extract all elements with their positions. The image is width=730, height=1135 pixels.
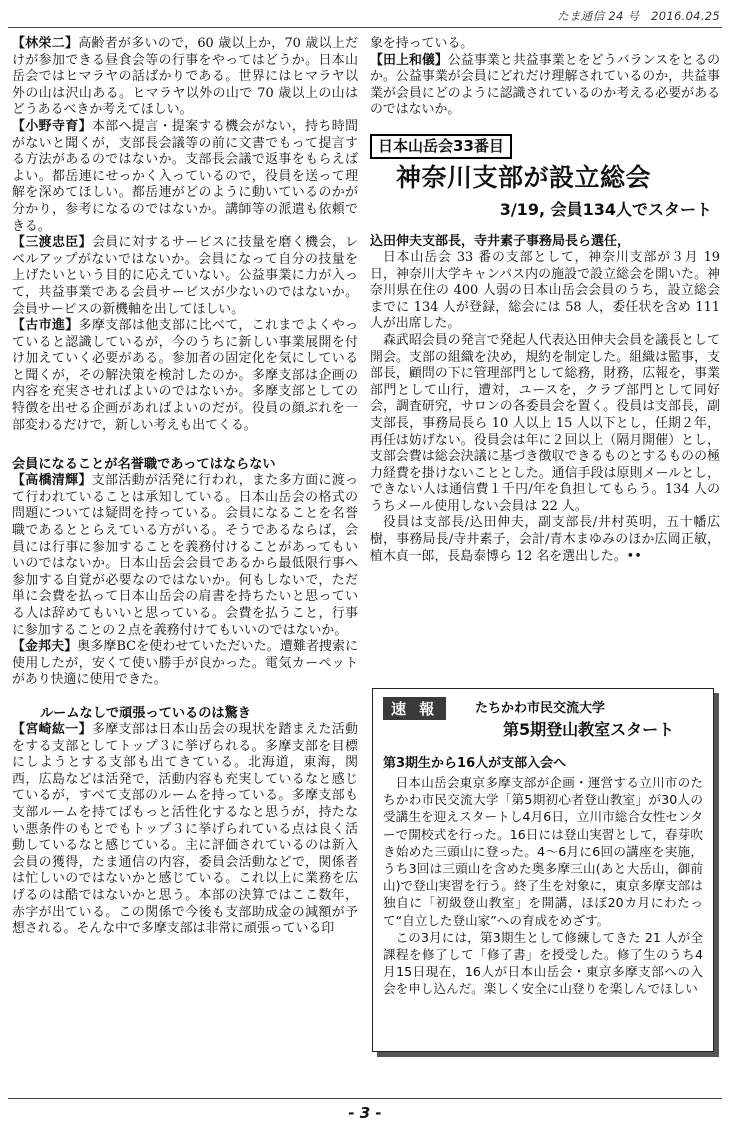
header-rule bbox=[8, 27, 722, 28]
speaker-name: 【高橋清輝】 bbox=[12, 473, 92, 489]
speaker-name: 【田上和儀】 bbox=[370, 52, 448, 68]
article-lead: 込田伸夫支部長，寺井素子事務局長ら選任， bbox=[370, 233, 631, 249]
speaker-name: 【三渡忠臣】 bbox=[12, 235, 92, 251]
article-paragraph: 役員は支部長/込田伸夫，副支部長/井村英明，五十幡広樹，事務局長/寺井素子，会計/青木まゆみのほか広岡正敏，植木貞一郎，長島泰博ら 12 名を選出した。•• bbox=[370, 515, 720, 564]
speaker-name: 【宮崎紘一】 bbox=[12, 721, 92, 737]
section-heading: 会員になることが名誉職であってはならない bbox=[12, 457, 276, 473]
header-issue-date: たま通信 24 号 2016.04.25 bbox=[557, 9, 720, 23]
footer-rule bbox=[8, 1098, 722, 1099]
article-paragraph: 日本山岳会 33 番の支部として，神奈川支部が３月 19 日，神奈川大学キャンパス内の施設で設立総会を開いた。神奈川県在住の 400 人弱の日本山岳会会員のうち，設立総会までに 134 人が登録，総会には 58 人，委任状を含め 111 人が出席した。 bbox=[370, 249, 720, 332]
comment-paragraph: 【金邦夫】奥多摩BCを使わせていただいた。遭難者捜索に使用したが，安くて使い勝手が良かった。電気カーペットがあり快適に使用できた。 bbox=[12, 639, 359, 688]
flash-paragraph: 日本山岳会東京多摩支部が企画・運営する立川市のたちかわ市民交流大学「第5期初心者登山教室」が30人の受講生を迎えスタートし4月6日，立川市総合女性センターで開校式を行った。16日には登山実習として，春芽吹き始めた三頭山に登った。4〜6月に6回の講座を実施，うち3回は三頭山を含めた奥多摩三山(あと大岳山，御前山)で登山実習を行う。終了生を対象に，東京多摩支部は独自に「初級登山教室」を開講，ほぼ20カ月にわたって“自立した登山家”への育成をめざす。 bbox=[383, 775, 703, 928]
page-header bbox=[0, 0, 730, 30]
continued-text: 象を持っている。 bbox=[370, 36, 474, 51]
right-column bbox=[370, 36, 720, 565]
flash-organization: たちかわ市民交流大学 bbox=[475, 701, 606, 716]
speaker-name: 【古市進】 bbox=[12, 318, 79, 334]
article-subheadline: 3/19, 会員134人でスタート bbox=[499, 199, 712, 219]
comment-paragraph: 【田上和儀】公益事業と共益事業とをどうバランスをとるのか。公益事業が会員にどれだけ理解されているのか，共益事業が会員にどのように認識されているのか考える必要があるのではないか。 bbox=[370, 52, 720, 118]
flash-title: 第5期登山教室スタート bbox=[503, 720, 675, 739]
article-headline: 神奈川支部が設立総会 bbox=[396, 162, 652, 192]
flash-paragraph: この3月には，第3期生として修練してきた 21 人が全課程を修了して「修了書」を授受した。修了生のうち4月15日現在，16人が日本山岳会・東京多摩支部への入会を申し込んだ。楽しく安全に山登りを楽しんでほしい bbox=[383, 929, 703, 997]
flash-header bbox=[383, 695, 703, 743]
speaker-name: 【林栄二】 bbox=[12, 36, 79, 51]
comment-paragraph: 【林栄二】高齢者が多いので，60 歳以上か，70 歳以上だけが参加できる昼食会等の行事をやってはどうか。日本山岳会ではヒマラヤの話ばかりである。世界にはヒマラヤ以外の山は沢山ある。ヒマラヤ以外の山で 70 歳以上の山はどうあるべきか考えてほしい。 bbox=[12, 36, 358, 118]
section-heading: ルームなしで頑張っているのは驚き bbox=[40, 705, 251, 721]
page-number: - 3 - bbox=[348, 1104, 382, 1122]
flash-lead: 第3期生から16人が支部入会へ bbox=[383, 756, 567, 771]
comment-paragraph: 【宮崎紘一】多摩支部は日本山岳会の現状を踏まえた活動をする支部としてトップ３に挙げられる。多摩支部を目標にしようとする支部も出てきている。北海道，東海，関西，広島などは活発で，活動内容も充実しているなと感じているが，すべて支部のルームを持っている。多摩支部も支部ルームを持てばもっと活性化するなと思うが，持たない悪条件のもとでもトップ３に挙げられている点は良く活動しているなと感じている。主に評価されているのは新入会員の獲得，たま通信の内容，委員会活動などで，関係者は忙しいのではないかと感じている。これ以上に業務を広げるのは酷ではないかと思う。本部の決算ではここ数年，赤字が出ている。この関係で今後も支部助成金の減額が予想される。そんな中で多摩支部は非常に頑張っている印 bbox=[12, 721, 359, 937]
comment-paragraph: 【高橋清輝】支部活動が活発に行われ，また多方面に渡って行われていることは承知している。日本山岳会の格式の問題については疑問を持っている。会員になることを名誉職であるととらえている方がいる。そうであるならば，会員には行事に参加することを義務付けることがあってもいいのではないか。日本山岳会会員であるから最低限行事へ参加する自覚が必要なのではないか。何もしないで，ただ単に会費を払って日本山岳会の肩書を持ちたいと思っている人は辞めてもいいと思っている。会費を払うこと，行事に参加することの２点を義務付けてもいいのではないか。 bbox=[12, 473, 358, 638]
article-kicker-box: 日本山岳会33番目 bbox=[370, 134, 512, 159]
speaker-name: 【小野寺育】 bbox=[12, 118, 92, 134]
speaker-name: 【金邦夫】 bbox=[12, 639, 78, 655]
flash-label: 速 報 bbox=[383, 697, 446, 720]
comment-paragraph: 【小野寺育】本部へ提言・提案する機会がない，持ち時間がないと聞くが，支部長会議等の前に文書でもって提言する方法があるのではないか。支部長会議で返事をもらえばよい。都岳連にせっかく入っているので，役員を送って理解を深めてほしい。都岳連がどのように動いているのかが分かり，参考になるのではないか。講師等の派遣も依頼できる。 bbox=[12, 118, 359, 234]
comment-paragraph: 【古市進】多摩支部は他支部に比べて，これまでよくやっていると認識しているが，今のうちに新しい事業展開を付け加えていく必要がある。参加者の固定化を気にしていると聞くが，その解決策を検討したのか。多摩支部は企画の内容を充実させればよいのではないか。多摩支部としての特徴を出せる企画があればよいのだが。役員の顔ぶれを一部変わるだけで，新しい考えも出てくる。 bbox=[12, 318, 358, 433]
comment-paragraph: 【三渡忠臣】会員に対するサービスに技量を磨く機会，レベルアップがないではないか。会員になって自分の技量を上げたいという目的に応えていない。公益事業に力が入って，共益事業である会員サービスが少ないのではないか。会員サービスの新機軸を出してほしい。 bbox=[12, 235, 359, 317]
left-column bbox=[12, 36, 358, 938]
flash-news-box bbox=[372, 688, 714, 1052]
article-paragraph: 森武昭会員の発言で発起人代表込田伸夫会員を議長として開会。支部の組織を決め，規約を制定した。組織は監事，支部長，顧問の下に管理部門として総務，財務，広報を，事業部門として山行，遭対，ユースを，クラブ部門として同好会，調査研究，サロンの各委員会を置く。役員は支部長，副支部長，事務局長ら 10 人以上 15 人以下とし，任期２年，再任は妨げない。役員会は年に２回以上（隔月開催）とし，支部会費は総会決議に基づき徴収できるものとするものの極力経費を掛けないこととした。通信手段は原則メールとし，できない人は通信費１千円/年を負担してもらう。134 人のうちメール使用しない会員は 22 人。 bbox=[370, 332, 720, 514]
